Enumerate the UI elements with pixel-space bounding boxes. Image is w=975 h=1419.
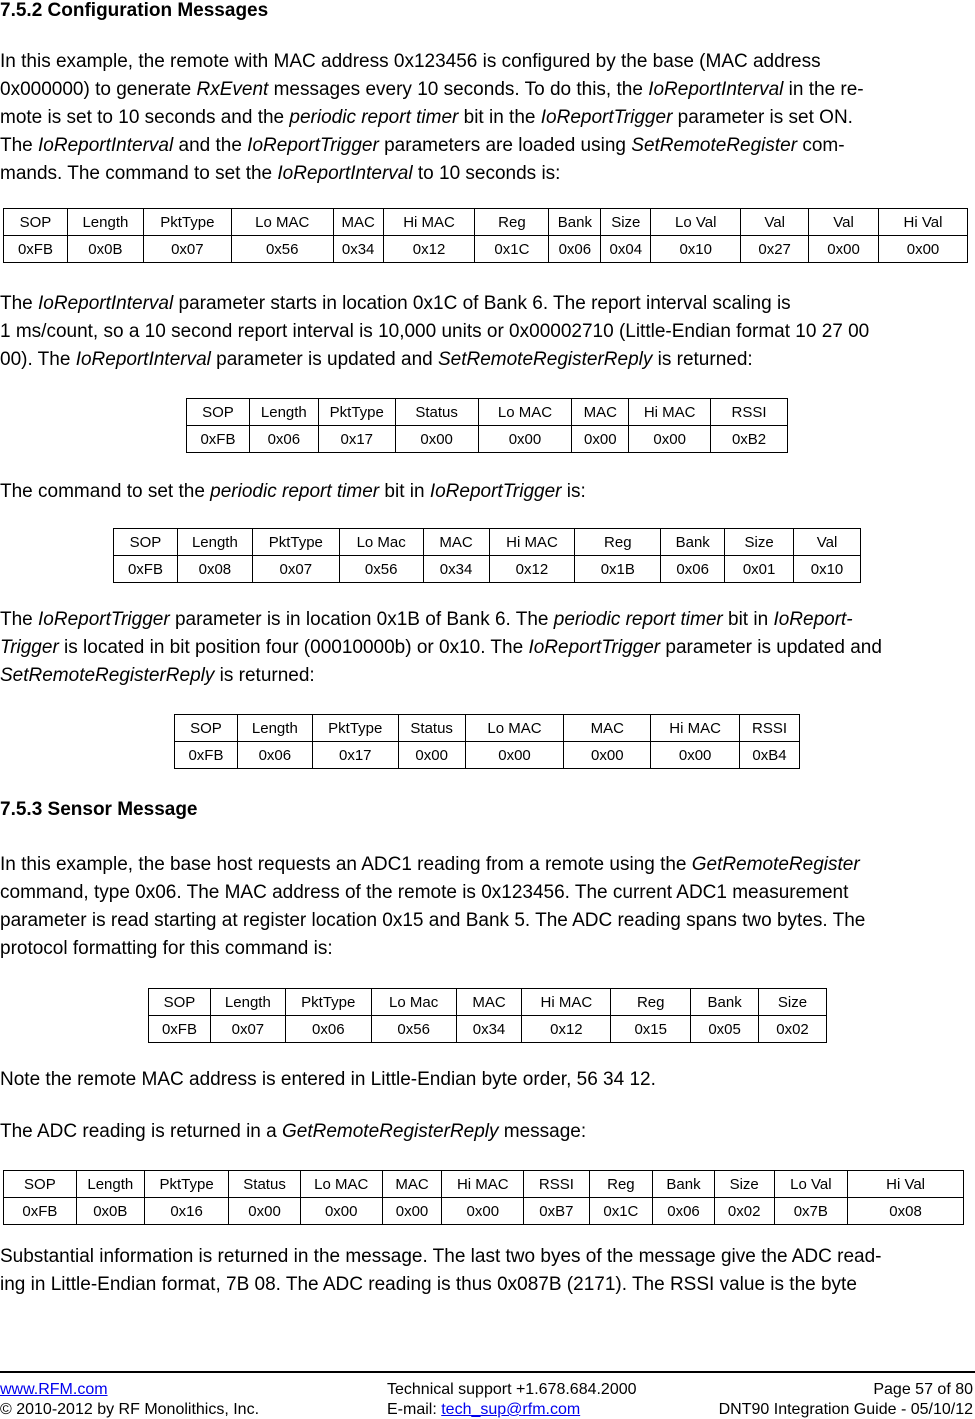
packet-field-header: Val — [809, 209, 879, 236]
packet-field-value: 0x07 — [143, 236, 231, 263]
table-value-row — [187, 426, 788, 453]
packet-field-header: PktType — [285, 989, 371, 1016]
packet-field-header: Reg — [475, 209, 549, 236]
packet-field-value: 0x34 — [456, 1016, 522, 1043]
packet-field-header: RSSI — [740, 715, 800, 742]
packet-field-value: 0xB4 — [740, 742, 800, 769]
packet-field-value: 0x34 — [333, 236, 383, 263]
italic-term: IoReportTrigger — [528, 637, 661, 658]
italic-term: IoReportInterval — [648, 79, 784, 100]
packet-field-header: Size — [725, 529, 794, 556]
text-run: is returned: — [652, 349, 753, 370]
packet-field-header: PktType — [318, 399, 395, 426]
packet-field-header: Length — [67, 209, 143, 236]
table-header-row — [149, 989, 827, 1016]
packet-field-header: Length — [249, 399, 318, 426]
text-run: and the — [173, 135, 248, 156]
table-iotrigger-command — [113, 528, 861, 583]
packet-field-header: Size — [601, 209, 651, 236]
packet-field-value: 0x16 — [144, 1198, 228, 1225]
text-run: ing in Little-Endian format, 7B 08. The ADC reading is thus 0x087B (2171). The RSSI value is the byte — [0, 1274, 857, 1295]
text-run: is: — [561, 481, 586, 502]
text-run: The — [0, 293, 39, 314]
packet-field-value: 0x00 — [629, 426, 711, 453]
text-line — [0, 1271, 972, 1299]
text-run: com- — [797, 135, 845, 156]
packet-field-header: Length — [76, 1171, 144, 1198]
table-header-row — [4, 209, 968, 236]
packet-field-value: 0x02 — [759, 1016, 827, 1043]
text-line — [0, 606, 972, 634]
italic-term: Trigger — [0, 637, 59, 658]
italic-term: SetRemoteRegister — [631, 135, 798, 156]
italic-term: IoReportInterval — [38, 135, 174, 156]
text-run: The — [0, 609, 39, 630]
packet-field-value: 0x56 — [339, 556, 423, 583]
table-header-row — [175, 715, 800, 742]
text-run: parameter is in location 0x1B of Bank 6. The — [169, 609, 554, 630]
packet-field-value: 0x00 — [465, 742, 564, 769]
paragraph-mac-note — [0, 1066, 972, 1094]
text-run: messages every 10 seconds. To do this, the — [268, 79, 649, 100]
packet-field-value: 0x00 — [442, 1198, 524, 1225]
packet-field-value: 0x10 — [651, 236, 741, 263]
packet-field-header: Lo MAC — [231, 209, 333, 236]
paragraph-trigger-explain — [0, 606, 972, 690]
packet-field-value: 0x08 — [177, 556, 252, 583]
table-iointerval-command — [3, 208, 968, 263]
packet-field-value: 0x06 — [653, 1198, 715, 1225]
packet-field-header: SOP — [175, 715, 238, 742]
italic-term: IoReportInterval — [277, 163, 413, 184]
packet-field-header: Hi MAC — [383, 209, 475, 236]
packet-field-header: PktType — [143, 209, 231, 236]
packet-field-value: 0x56 — [231, 236, 333, 263]
text-run: parameter starts in location 0x1C of Bank 6. The report interval scaling is — [173, 293, 791, 314]
packet-field-header: Lo MAC — [465, 715, 564, 742]
text-line — [0, 76, 972, 104]
italic-term: SetRemoteRegisterReply — [437, 349, 653, 370]
packet-field-header: SOP — [149, 989, 211, 1016]
text-line — [0, 634, 972, 662]
table-value-row — [114, 556, 861, 583]
table-value-row — [149, 1016, 827, 1043]
italic-term: periodic report timer — [210, 481, 380, 502]
table-iointerval-reply — [186, 398, 788, 453]
packet-field-value: 0x17 — [312, 742, 398, 769]
packet-field-value: 0x00 — [879, 236, 968, 263]
text-run: 00). The — [0, 349, 76, 370]
text-line — [0, 1066, 972, 1094]
packet-field-value: 0x08 — [848, 1198, 964, 1225]
packet-field-value: 0x06 — [661, 556, 725, 583]
text-run: Note the remote MAC address is entered in Little-Endian byte order, 56 34 12. — [0, 1069, 656, 1090]
packet-field-header: Bank — [691, 989, 759, 1016]
paragraph-closing — [0, 1243, 972, 1299]
packet-field-value: 0x12 — [383, 236, 475, 263]
text-run: 0x000000) to generate — [0, 79, 197, 100]
packet-field-header: Status — [395, 399, 478, 426]
table-iotrigger-reply — [174, 714, 800, 769]
packet-field-header: Bank — [661, 529, 725, 556]
packet-field-value: 0x1C — [589, 1198, 653, 1225]
table-header-row — [4, 1171, 964, 1198]
packet-field-header: MAC — [382, 1171, 442, 1198]
text-line — [0, 132, 972, 160]
text-line — [0, 851, 972, 879]
text-line — [0, 104, 972, 132]
footer-copyright: © 2010-2012 by RF Monolithics, Inc. — [0, 1401, 260, 1418]
italic-term: RxEvent — [196, 79, 269, 100]
packet-field-value: 0x12 — [522, 1016, 611, 1043]
packet-field-value: 0xFB — [175, 742, 238, 769]
text-run: bit in the — [458, 107, 541, 128]
text-line — [0, 346, 972, 374]
text-run: protocol formatting for this command is: — [0, 938, 333, 959]
text-run: In this example, the base host requests an ADC1 reading from a remote using the — [0, 854, 692, 875]
text-run: bit in — [722, 609, 774, 630]
paragraph-iointerval-explain — [0, 290, 972, 374]
packet-field-value: 0x56 — [371, 1016, 456, 1043]
table-value-row — [4, 236, 968, 263]
italic-term: periodic report timer — [289, 107, 459, 128]
packet-field-header: SOP — [4, 209, 68, 236]
text-run: mote is set to 10 seconds and the — [0, 107, 290, 128]
packet-field-value: 0xB7 — [524, 1198, 589, 1225]
text-line — [0, 290, 972, 318]
packet-field-header: Lo Mac — [371, 989, 456, 1016]
packet-field-value: 0x07 — [210, 1016, 285, 1043]
text-run: to 10 seconds is: — [412, 163, 561, 184]
text-line — [0, 1118, 972, 1146]
footer-email-link[interactable]: tech_sup@rfm.com — [441, 1401, 581, 1418]
footer-email-label: E-mail: — [387, 1401, 442, 1418]
table-adc-request — [148, 988, 827, 1043]
text-run: is returned: — [214, 665, 315, 686]
packet-field-value: 0x00 — [564, 742, 651, 769]
text-run: is located in bit position four (00010000b) or 0x10. The — [58, 637, 529, 658]
packet-field-header: Hi MAC — [629, 399, 711, 426]
text-run: parameter is read starting at register location 0x15 and Bank 5. The ADC reading spans two bytes. The — [0, 910, 866, 931]
packet-field-header: Lo Val — [774, 1171, 848, 1198]
packet-field-value: 0x00 — [229, 1198, 301, 1225]
footer-page-number: Page 57 of 80 — [873, 1381, 973, 1398]
packet-field-header: MAC — [564, 715, 651, 742]
paragraph-trigger-command — [0, 478, 972, 506]
text-line — [0, 1243, 972, 1271]
table-value-row — [175, 742, 800, 769]
packet-field-header: MAC — [572, 399, 629, 426]
text-run: The — [0, 135, 39, 156]
text-line — [0, 662, 972, 690]
text-run: mands. The command to set the — [0, 163, 278, 184]
packet-field-header: Reg — [575, 529, 661, 556]
packet-field-value: 0x17 — [318, 426, 395, 453]
packet-field-header: MAC — [456, 989, 522, 1016]
section-heading-sensor: 7.5.3 Sensor Message — [0, 799, 198, 820]
packet-field-value: 0x06 — [237, 742, 312, 769]
packet-field-header: SOP — [4, 1171, 77, 1198]
paragraph-config-intro — [0, 48, 972, 188]
packet-field-header: RSSI — [711, 399, 788, 426]
packet-field-value: 0x00 — [300, 1198, 382, 1225]
text-line — [0, 879, 972, 907]
packet-field-value: 0x02 — [714, 1198, 774, 1225]
packet-field-value: 0x06 — [285, 1016, 371, 1043]
text-run: The ADC reading is returned in a — [0, 1121, 282, 1142]
packet-field-value: 0x06 — [249, 426, 318, 453]
packet-field-value: 0xFB — [187, 426, 250, 453]
italic-term: IoReportTrigger — [429, 481, 562, 502]
packet-field-header: SOP — [187, 399, 250, 426]
packet-field-value: 0xFB — [114, 556, 178, 583]
packet-field-value: 0xFB — [4, 1198, 77, 1225]
packet-field-value: 0x1B — [575, 556, 661, 583]
packet-field-header: Reg — [611, 989, 691, 1016]
footer-support-phone: Technical support +1.678.684.2000 — [387, 1381, 637, 1398]
packet-field-value: 0xFB — [4, 236, 68, 263]
packet-field-header: Hi MAC — [522, 989, 611, 1016]
text-run: parameter is updated and — [660, 637, 882, 658]
packet-field-header: Size — [714, 1171, 774, 1198]
packet-field-header: Lo MAC — [300, 1171, 382, 1198]
packet-field-value: 0x04 — [601, 236, 651, 263]
packet-field-header: Bank — [549, 209, 601, 236]
packet-field-header: Status — [398, 715, 465, 742]
packet-field-header: Lo MAC — [478, 399, 572, 426]
packet-field-header: SOP — [114, 529, 178, 556]
packet-field-value: 0x12 — [489, 556, 575, 583]
text-line — [0, 318, 972, 346]
packet-field-value: 0x00 — [809, 236, 879, 263]
packet-field-header: Val — [794, 529, 861, 556]
packet-field-value: 0x00 — [651, 742, 740, 769]
italic-term: IoReportTrigger — [247, 135, 379, 156]
text-line — [0, 160, 972, 188]
text-run: The command to set the — [0, 481, 211, 502]
section-heading-configuration: 7.5.2 Configuration Messages — [0, 0, 269, 21]
packet-field-header: RSSI — [524, 1171, 589, 1198]
packet-field-value: 0x0B — [67, 236, 143, 263]
text-run: In this example, the remote with MAC address 0x123456 is configured by the base (MAC address — [0, 51, 821, 72]
packet-field-value: 0x00 — [572, 426, 629, 453]
italic-term: SetRemoteRegisterReply — [0, 665, 215, 686]
text-run: parameters are loaded using — [378, 135, 632, 156]
packet-field-value: 0x15 — [611, 1016, 691, 1043]
text-run: message: — [498, 1121, 587, 1142]
text-run: in the re- — [783, 79, 864, 100]
packet-field-value: 0xFB — [149, 1016, 211, 1043]
italic-term: IoReportInterval — [38, 293, 174, 314]
italic-term: IoReportInterval — [75, 349, 211, 370]
packet-field-header: Val — [741, 209, 809, 236]
text-line — [0, 907, 972, 935]
packet-field-value: 0x00 — [398, 742, 465, 769]
text-line — [0, 478, 972, 506]
packet-field-value: 0x05 — [691, 1016, 759, 1043]
text-line — [0, 935, 972, 963]
paragraph-reply-intro — [0, 1118, 972, 1146]
packet-field-header: Reg — [589, 1171, 653, 1198]
packet-field-header: Size — [759, 989, 827, 1016]
text-run: 1 ms/count, so a 10 second report interval is 10,000 units or 0x00002710 (Little-Endian format 10 27 00 — [0, 321, 870, 342]
packet-field-value: 0x07 — [252, 556, 339, 583]
text-run: parameter is set ON. — [672, 107, 853, 128]
footer-guide-title: DNT90 Integration Guide - 05/10/12 — [718, 1401, 973, 1418]
packet-field-value: 0x0B — [76, 1198, 144, 1225]
packet-field-header: MAC — [333, 209, 383, 236]
packet-field-header: PktType — [312, 715, 398, 742]
italic-term: IoReportTrigger — [540, 107, 673, 128]
footer-email — [387, 1401, 580, 1419]
packet-field-header: Lo Val — [651, 209, 741, 236]
packet-field-value: 0x27 — [741, 236, 809, 263]
packet-field-value: 0x7B — [774, 1198, 848, 1225]
packet-field-header: Hi Val — [879, 209, 968, 236]
table-adc-reply — [3, 1170, 964, 1225]
text-line — [0, 48, 972, 76]
table-header-row — [187, 399, 788, 426]
footer-website-link[interactable]: www.RFM.com — [0, 1381, 108, 1398]
italic-term: GetRemoteRegisterReply — [282, 1121, 499, 1142]
packet-field-header: Hi Val — [848, 1171, 964, 1198]
table-value-row — [4, 1198, 964, 1225]
packet-field-header: MAC — [423, 529, 489, 556]
packet-field-value: 0x00 — [395, 426, 478, 453]
packet-field-value: 0x1C — [475, 236, 549, 263]
packet-field-value: 0x00 — [382, 1198, 442, 1225]
packet-field-value: 0x01 — [725, 556, 794, 583]
packet-field-header: Lo Mac — [339, 529, 423, 556]
packet-field-value: 0x00 — [478, 426, 572, 453]
italic-term: IoReportTrigger — [38, 609, 170, 630]
text-run: parameter is updated and — [210, 349, 438, 370]
text-run: Substantial information is returned in the message. The last two byes of the message give the ADC read- — [0, 1246, 882, 1267]
packet-field-header: Bank — [653, 1171, 715, 1198]
text-run: bit in — [379, 481, 430, 502]
packet-field-header: PktType — [144, 1171, 228, 1198]
packet-field-value: 0x06 — [549, 236, 601, 263]
packet-field-header: Length — [177, 529, 252, 556]
table-header-row — [114, 529, 861, 556]
italic-term: periodic report timer — [553, 609, 723, 630]
italic-term: IoReport- — [773, 609, 853, 630]
packet-field-header: Hi MAC — [489, 529, 575, 556]
packet-field-header: Hi MAC — [442, 1171, 524, 1198]
packet-field-value: 0xB2 — [711, 426, 788, 453]
italic-term: GetRemoteRegister — [691, 854, 860, 875]
packet-field-header: Length — [210, 989, 285, 1016]
paragraph-sensor-intro — [0, 851, 972, 963]
packet-field-value: 0x10 — [794, 556, 861, 583]
packet-field-header: Status — [229, 1171, 301, 1198]
packet-field-header: Length — [237, 715, 312, 742]
packet-field-value: 0x34 — [423, 556, 489, 583]
footer-divider — [0, 1371, 975, 1373]
text-run: command, type 0x06. The MAC address of the remote is 0x123456. The current ADC1 measurement — [0, 882, 849, 903]
packet-field-header: Hi MAC — [651, 715, 740, 742]
packet-field-header: PktType — [252, 529, 339, 556]
